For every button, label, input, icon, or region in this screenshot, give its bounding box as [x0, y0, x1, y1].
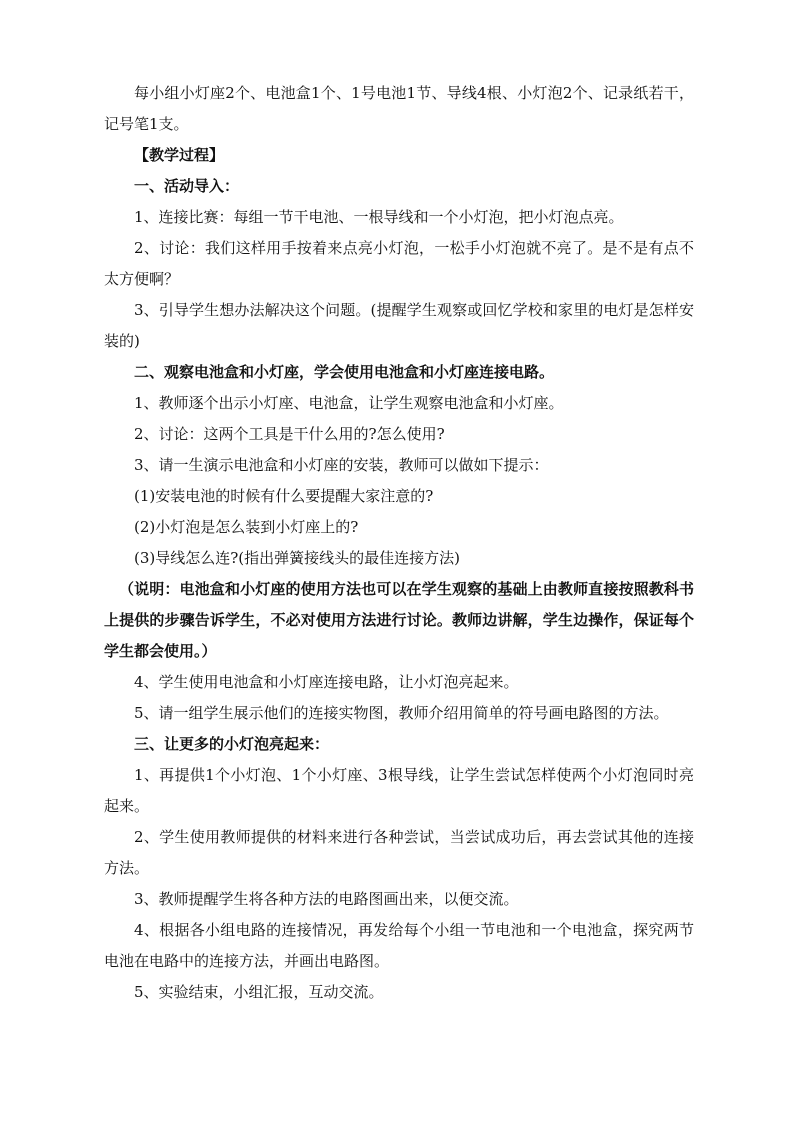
step-paragraph: 5、实验结束，小组汇报，互动交流。: [134, 983, 384, 1001]
section-heading-activity-intro: 一、活动导入：: [134, 177, 240, 195]
step-paragraph: 2、讨论：我们这样用手按着来点亮小灯泡，一松手小灯泡就不亮了。是不是有点不太方便啊？: [104, 239, 694, 288]
step-paragraph: 3、引导学生想办法解决这个问题。(提醒学生观察或回忆学校和家里的电灯是怎样安装的): [104, 301, 694, 350]
section-heading-teaching-process: 【教学过程】: [134, 146, 225, 164]
step-paragraph: 3、教师提醒学生将各种方法的电路图画出来，以便交流。: [134, 890, 519, 908]
step-paragraph: 1、教师逐个出示小灯座、电池盒，让学生观察电池盒和小灯座。: [134, 394, 564, 412]
step-paragraph: 5、请一组学生展示他们的连接实物图，教师介绍用简单的符号画电路图的方法。: [134, 704, 669, 722]
step-paragraph: 2、讨论：这两个工具是干什么用的?怎么使用?: [134, 425, 445, 443]
section-heading-observe: 二、观察电池盒和小灯座，学会使用电池盒和小灯座连接电路。: [134, 363, 555, 381]
document-body: [104, 78, 694, 1008]
step-paragraph: 2、学生使用教师提供的材料来进行各种尝试，当尝试成功后，再去尝试其他的连接方法。: [104, 828, 694, 877]
step-paragraph: 4、学生使用电池盒和小灯座连接电路，让小灯泡亮起来。: [134, 673, 519, 691]
step-paragraph: 4、根据各小组电路的连接情况，再发给每个小组一节电池和一个电池盒，探究两节电池在电路中的连接方法，并画出电路图。: [104, 921, 694, 970]
hint-item: (1)安装电池的时候有什么要提醒大家注意的?: [134, 487, 434, 505]
hint-item: (2)小灯泡是怎么装到小灯座上的?: [134, 518, 359, 536]
note-paragraph: （说明：电池盒和小灯座的使用方法也可以在学生观察的基础上由教师直接按照教科书上提供的步骤告诉学生，不必对使用方法进行讨论。教师边讲解，学生边操作，保证每个学生都会使用。）: [104, 580, 694, 660]
step-paragraph: 1、连接比赛：每组一节干电池、一根导线和一个小灯泡，把小灯泡点亮。: [134, 208, 624, 226]
hint-item: (3)导线怎么连?(指出弹簧接线头的最佳连接方法): [134, 549, 460, 567]
materials-paragraph: 每小组小灯座2个、电池盒1个、1号电池1节、导线4根、小灯泡2个、记录纸若干，记号笔1支。: [104, 84, 694, 133]
step-paragraph: 1、再提供1个小灯泡、1个小灯座、3根导线，让学生尝试怎样使两个小灯泡同时亮起来。: [104, 766, 694, 815]
step-paragraph: 3、请一生演示电池盒和小灯座的安装，教师可以做如下提示：: [134, 456, 549, 474]
section-heading-more-bulbs: 三、让更多的小灯泡亮起来：: [134, 735, 330, 753]
